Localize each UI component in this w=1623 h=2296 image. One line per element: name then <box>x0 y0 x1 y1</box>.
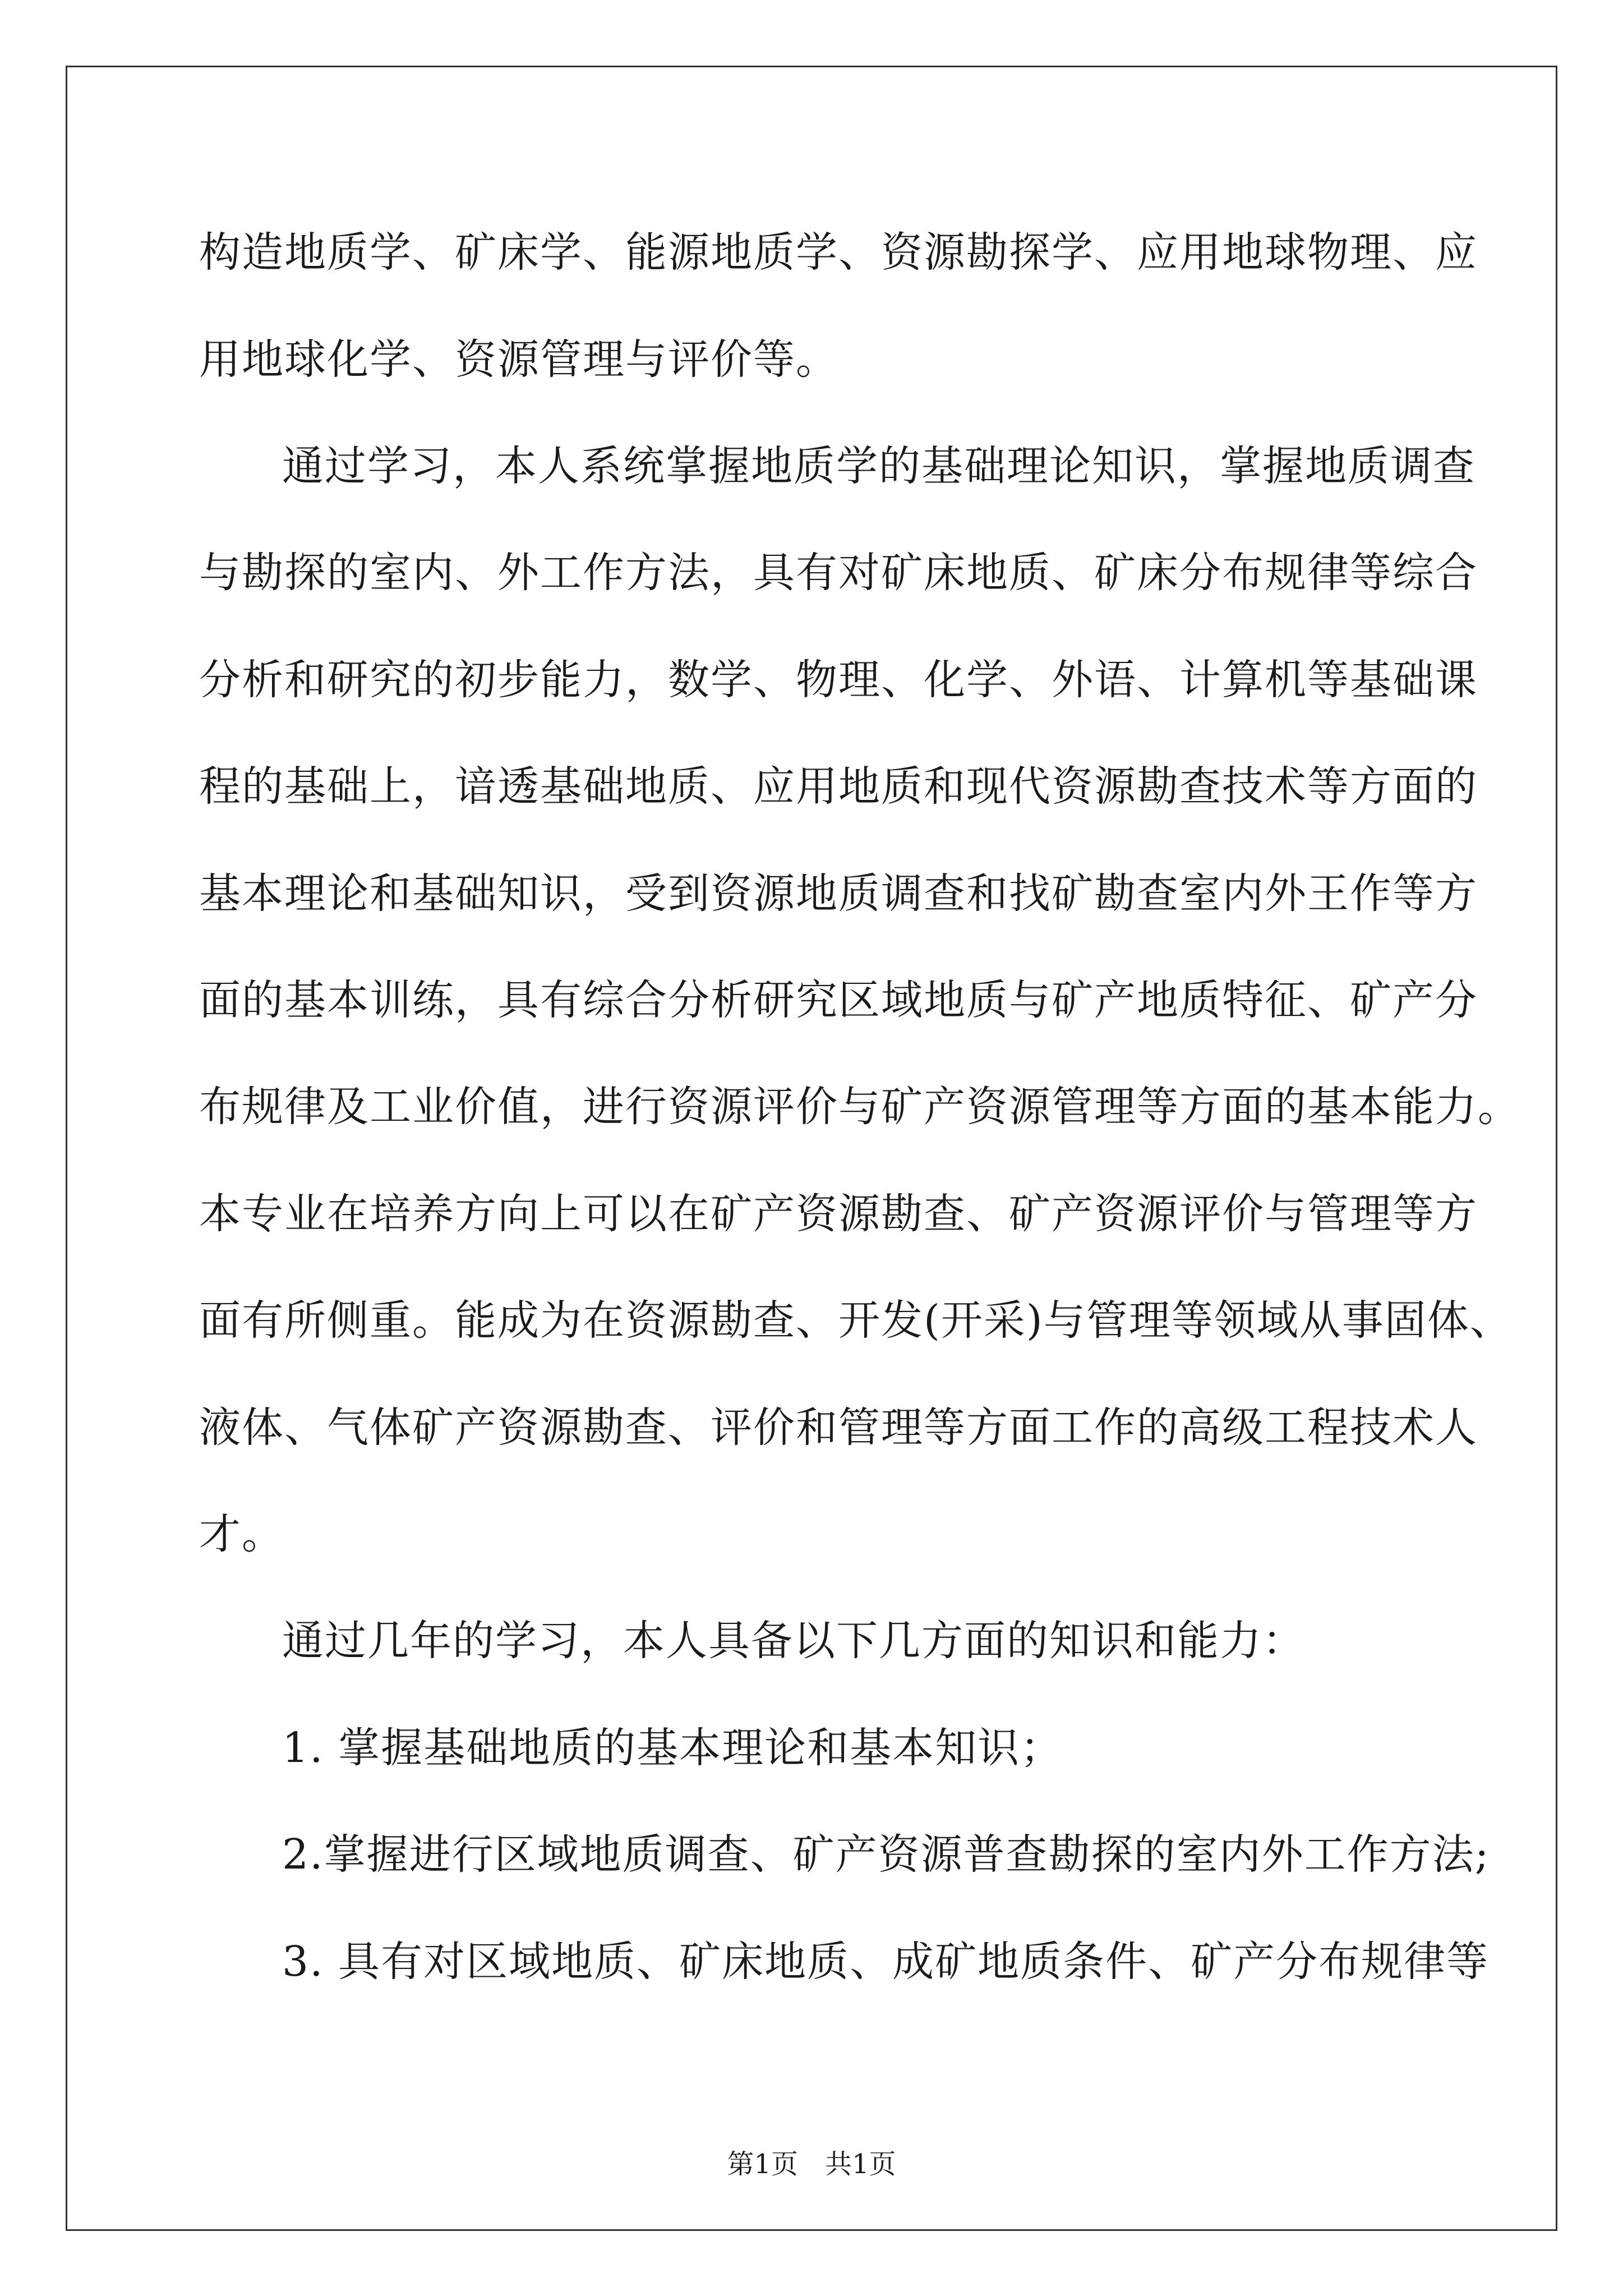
text-line: 与勘探的室内、外工作方法，具有对矿床地质、矿床分布规律等综合 <box>199 549 1478 597</box>
text-line: 基本理论和基础知识，受到资源地质调查和找矿勘查室内外王作等方 <box>199 869 1478 918</box>
text-line: 构造地质学、矿床学、能源地质学、资源勘探学、应用地球物理、应 <box>199 228 1478 277</box>
list-item: 1. 掌握基础地质的基本理论和基本知识； <box>282 1724 1063 1772</box>
text-line: 布规律及工业价值，进行资源评价与矿产资源管理等方面的基本能力。 <box>199 1083 1520 1131</box>
text-line: 通过几年的学习，本人具备以下几方面的知识和能力： <box>282 1617 1305 1665</box>
text-line: 液体、气体矿产资源勘查、评价和管理等方面工作的高级工程技术人 <box>199 1404 1478 1452</box>
page-border <box>66 66 1557 2231</box>
list-item: 3. 具有对区域地质、矿床地质、成矿地质条件、矿产分布规律等 <box>282 1938 1490 1986</box>
page-number: 第1页 共1页 <box>727 2148 896 2180</box>
text-line: 面有所侧重。能成为在资源勘查、开发(开采)与管理等领域从事固体、 <box>199 1296 1513 1345</box>
text-line: 本专业在培养方向上可以在矿产资源勘查、矿产资源评价与管理等方 <box>199 1190 1478 1238</box>
text-line: 才。 <box>199 1510 284 1558</box>
text-line: 用地球化学、资源管理与评价等。 <box>199 335 838 384</box>
text-line: 通过学习，本人系统掌握地质学的基础理论知识，掌握地质调查 <box>282 442 1476 490</box>
text-line: 面的基本训练，具有综合分析研究区域地质与矿产地质特征、矿产分 <box>199 976 1478 1024</box>
text-line: 程的基础上，谙透基础地质、应用地质和现代资源勘查技术等方面的 <box>199 762 1478 811</box>
text-line: 分析和研究的初步能力，数学、物理、化学、外语、计算机等基础课 <box>199 656 1478 704</box>
list-item: 2.掌握进行区域地质调查、矿产资源普查勘探的室内外工作方法; <box>282 1830 1490 1879</box>
